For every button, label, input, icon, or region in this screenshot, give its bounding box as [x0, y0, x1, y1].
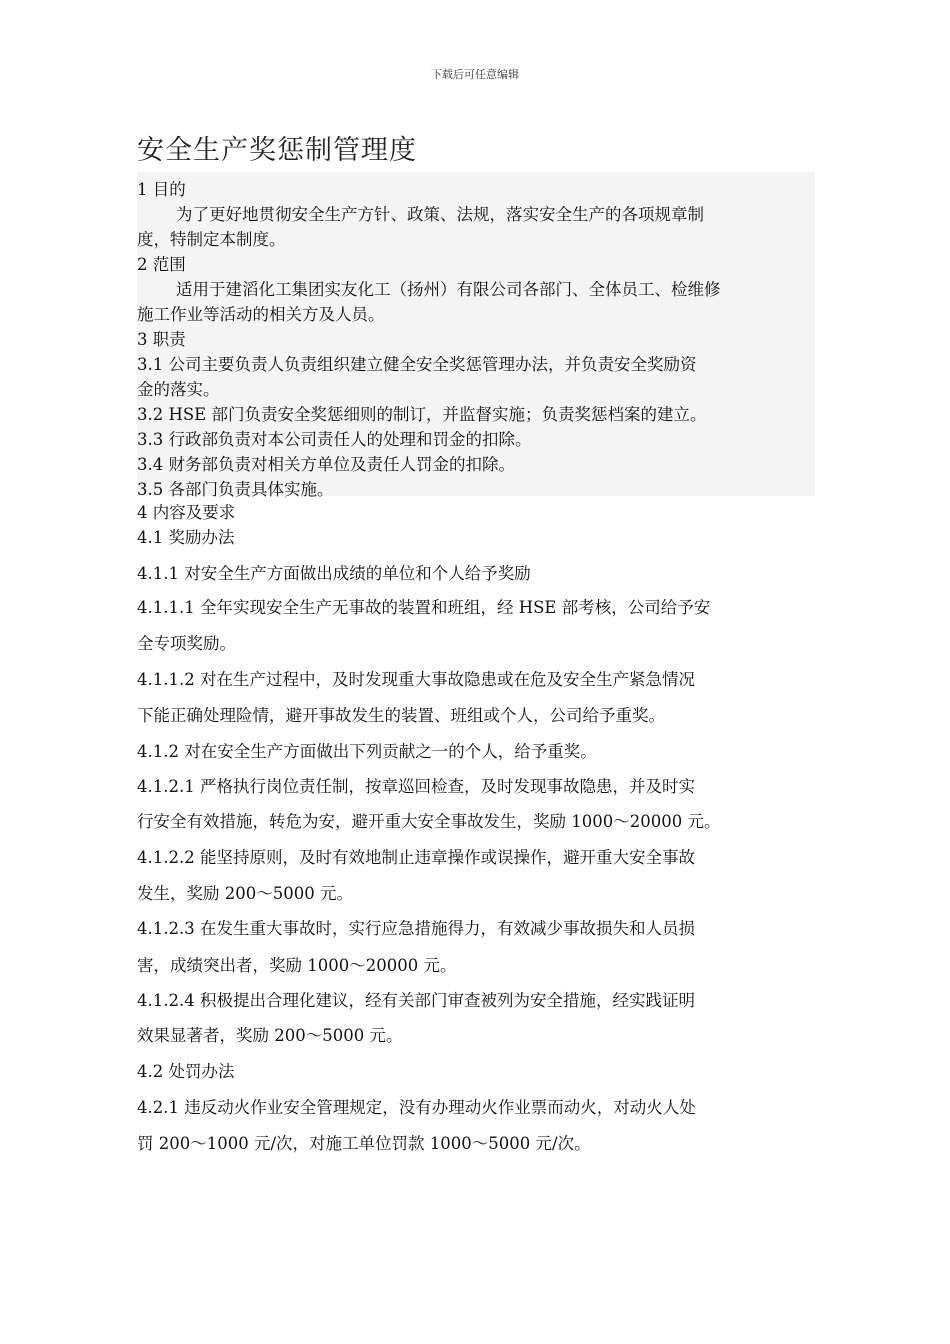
paragraph-line: 下能正确处理险情，避开事故发生的装置、班组或个人，公司给予重奖。: [137, 706, 665, 725]
paragraph-line: 4.1.1.1 全年实现安全生产无事故的装置和班组，经 HSE 部考核，公司给予安: [137, 598, 711, 617]
paragraph-line: 金的落实。: [137, 380, 220, 399]
paragraph-line: 4.2.1 违反动火作业安全管理规定，没有办理动火作业票而动火，对动火人处: [137, 1098, 696, 1117]
section-heading: 3 职责: [137, 330, 186, 349]
paragraph-line: 效果显著者，奖励 200～5000 元。: [137, 1026, 403, 1045]
section-heading: 2 范围: [137, 255, 186, 274]
paragraph-line: 3.2 HSE 部门负责安全奖惩细则的制订，并监督实施；负责奖惩档案的建立。: [137, 405, 707, 424]
paragraph-line: 3.4 财务部负责对相关方单位及责任人罚金的扣除。: [137, 455, 515, 474]
paragraph-line: 3.5 各部门负责具体实施。: [137, 480, 334, 499]
paragraph-line: 4.1.2 对在安全生产方面做出下列贡献之一的个人，给予重奖。: [137, 742, 597, 761]
paragraph-line: 4.1.2.4 积极提出合理化建议，经有关部门审查被列为安全措施，经实践证明: [137, 991, 695, 1010]
document-title: 安全生产奖惩制管理度: [137, 135, 417, 166]
subsection-heading: 4.1 奖励办法: [137, 528, 235, 547]
paragraph-line: 4.1.1.2 对在生产过程中，及时发现重大事故隐患或在危及安全生产紧急情况: [137, 670, 695, 689]
paragraph-line: 4.1.2.3 在发生重大事故时，实行应急措施得力，有效减少事故损失和人员损: [137, 919, 695, 938]
paragraph-line: 4.1.2.2 能坚持原则，及时有效地制止违章操作或误操作，避开重大安全事故: [137, 848, 695, 867]
paragraph-line: 3.1 公司主要负责人负责组织建立健全安全奖惩管理办法，并负责安全奖励资: [137, 355, 697, 374]
paragraph-line: 全专项奖励。: [137, 634, 236, 653]
paragraph-line: 4.1.2.1 严格执行岗位责任制，按章巡回检查，及时发现事故隐患，并及时实: [137, 777, 695, 796]
paragraph-line: 发生，奖励 200～5000 元。: [137, 884, 353, 903]
paragraph-line: 3.3 行政部负责对本公司责任人的处理和罚金的扣除。: [137, 430, 532, 449]
paragraph-line: 行安全有效措施，转危为安，避开重大安全事故发生，奖励 1000～20000 元。: [137, 812, 721, 831]
section-heading: 4 内容及要求: [137, 503, 236, 522]
paragraph-line: 为了更好地贯彻安全生产方针、政策、法规，落实安全生产的各项规章制: [176, 205, 704, 224]
subsection-heading: 4.2 处罚办法: [137, 1062, 235, 1081]
paragraph-line: 度，特制定本制度。: [137, 230, 286, 249]
paragraph-line: 4.1.1 对安全生产方面做出成绩的单位和个人给予奖励: [137, 564, 531, 583]
section-heading: 1 目的: [137, 180, 186, 199]
paragraph-line: 施工作业等活动的相关方及人员。: [137, 305, 385, 324]
paragraph-line: 罚 200～1000 元/次，对施工单位罚款 1000～5000 元/次。: [137, 1134, 591, 1153]
paragraph-line: 适用于建滔化工集团实友化工（扬州）有限公司各部门、全体员工、检维修: [176, 280, 721, 299]
paragraph-line: 害，成绩突出者，奖励 1000～20000 元。: [137, 956, 457, 975]
page-header: 下载后可任意编辑: [431, 68, 519, 81]
